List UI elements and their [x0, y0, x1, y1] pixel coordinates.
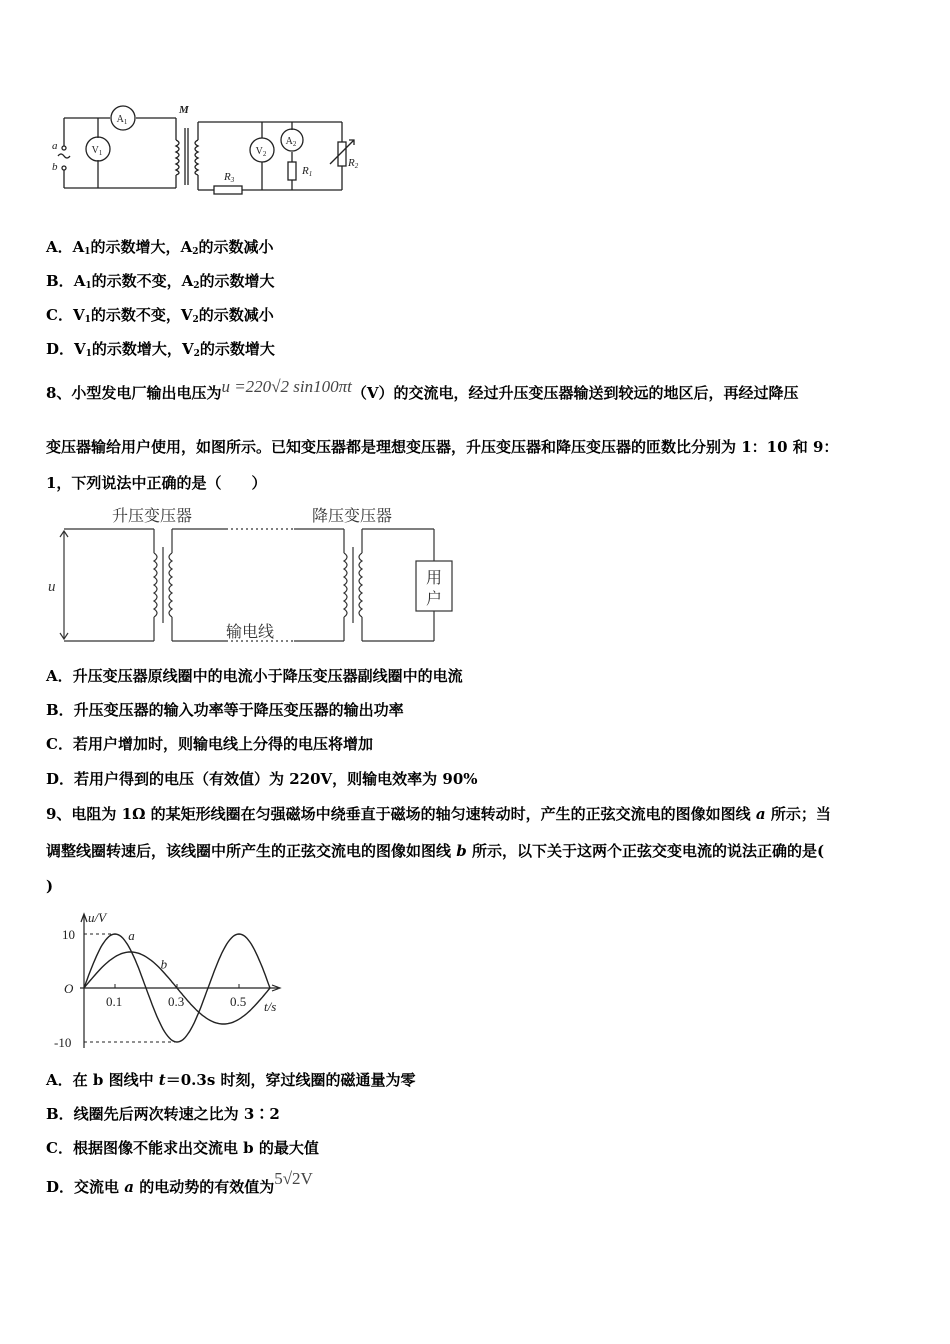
- q8-option-d[interactable]: D．若用户得到的电压（有效值）为 220V，则输电效率为 90%: [46, 770, 478, 788]
- y-tick-label: 10: [62, 927, 75, 942]
- q9-option-d[interactable]: D．交流电 a 的电动势的有效值为5√2V: [46, 1169, 313, 1196]
- q9-option-a[interactable]: A．在 b 图线中 t＝0.3s 时刻，穿过线圈的磁通量为零: [46, 1071, 416, 1089]
- series-a-label: a: [128, 928, 135, 943]
- y-axis-label: u/V: [88, 910, 107, 925]
- q7-option-a[interactable]: A．$A_1$的示数增大，$A_2$的示数减小: [46, 238, 274, 257]
- y-tick-label: -10: [54, 1035, 72, 1050]
- svg-text:A1: $A_1$: [116, 114, 128, 126]
- circuit-diagram: [46, 100, 366, 205]
- svg-text:u: u: [48, 579, 56, 595]
- svg-text:b: b: [52, 161, 58, 173]
- svg-text:升压变压器: 升压变压器: [112, 508, 193, 525]
- q8-option-a[interactable]: A．升压变压器原线圈中的电流小于降压变压器副线圈中的电流: [46, 667, 463, 685]
- x-tick-label: 0.3: [168, 994, 185, 1009]
- svg-text:M: M: [179, 104, 189, 116]
- q7-option-b[interactable]: B．$A_1$的示数不变，$A_2$的示数增大: [46, 272, 275, 291]
- x-tick-label: 0.5: [230, 994, 247, 1009]
- svg-text:A2: $A_2$: [285, 136, 297, 148]
- q9-stem-line-2: 调整线圈转速后，该线圈中所产生的正弦交流电的图像如图线 b 所示，以下关于这两个正弦交变电流的说法正确的是(: [46, 842, 825, 860]
- transmission-diagram: [46, 503, 476, 651]
- q9-stem-line-3: ): [46, 877, 54, 895]
- svg-text:户: 户: [426, 591, 443, 608]
- svg-text:输电线: 输电线: [226, 624, 275, 641]
- svg-text:降压变压器: 降压变压器: [312, 508, 393, 525]
- svg-text:R3: R3: [224, 171, 235, 184]
- q9-option-d-value: 5√2V: [274, 1169, 313, 1188]
- ac-voltage-chart: [46, 908, 296, 1054]
- svg-text:V2: $V_2$: [255, 146, 267, 158]
- q9-option-c[interactable]: C．根据图像不能求出交流电 b 的最大值: [46, 1139, 319, 1157]
- origin-label: O: [64, 981, 74, 996]
- q8-stem-line-3: 1，下列说法中正确的是（ ）: [46, 474, 267, 492]
- svg-text:a: a: [52, 140, 58, 152]
- q7-option-d[interactable]: D．$V_1$的示数增大，$V_2$的示数增大: [46, 340, 275, 359]
- series-b-label: b: [160, 956, 168, 972]
- q9-option-b[interactable]: B．线圈先后两次转速之比为 3∶2: [46, 1105, 280, 1123]
- q8-formula: u =220√2 sin100πt: [221, 377, 352, 396]
- svg-text:V1: $V_1$: [91, 145, 103, 157]
- x-axis-label: t/s: [264, 999, 277, 1014]
- q8-stem-line-2: 变压器输给用户使用，如图所示。已知变压器都是理想变压器，升压变压器和降压变压器的匝数比分别为 1：10 和 9：: [46, 438, 839, 456]
- x-tick-label: 0.1: [106, 994, 123, 1009]
- svg-text:用: 用: [426, 570, 443, 587]
- q7-option-c[interactable]: C．$V_1$的示数不变，$V_2$的示数减小: [46, 306, 274, 325]
- q8-stem-line-1: 8、小型发电厂输出电压为u =220√2 sin100πt（V）的交流电，经过升压变压器输送到较远的地区后，再经过降压: [46, 377, 799, 402]
- q8-option-c[interactable]: C．若用户增加时，则输电线上分得的电压将增加: [46, 735, 373, 753]
- q8-option-b[interactable]: B．升压变压器的输入功率等于降压变压器的输出功率: [46, 701, 404, 719]
- svg-text:R1: R1: [302, 165, 313, 178]
- svg-text:R2: R2: [348, 157, 359, 170]
- q9-stem-line-1: 9、电阻为 1Ω 的某矩形线圈在匀强磁场中绕垂直于磁场的轴匀速转动时，产生的正弦交流电的图像如图线 a 所示；当: [46, 805, 831, 823]
